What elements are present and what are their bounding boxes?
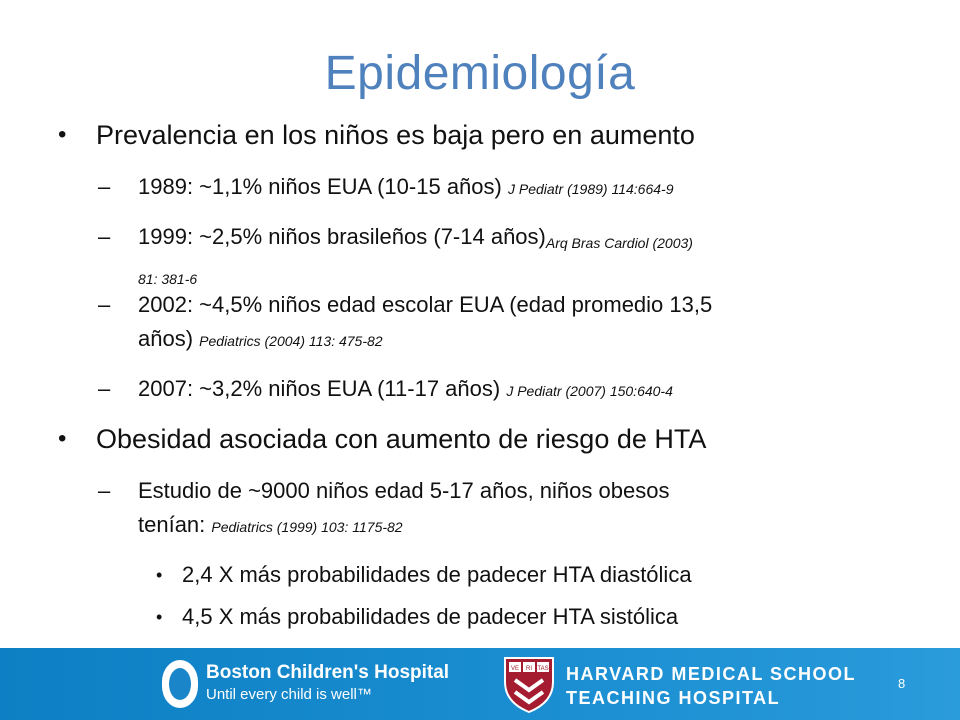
harvard-shield-icon — [503, 656, 555, 714]
sub-item-text-continued: tenían: — [138, 512, 212, 537]
citation: Arq Bras Cardiol (2003) — [545, 235, 693, 251]
sub-item-2002 — [98, 288, 898, 358]
bullet-marker: • — [58, 121, 67, 148]
citation: Pediatrics (1999) 103: 1175-82 — [211, 519, 403, 535]
sub-sub-item-sistolica — [156, 602, 679, 632]
sub-sub-item-text: 4,5 X más probabilidades de padecer HTA sistólica — [182, 604, 679, 629]
sub-item-2007 — [98, 372, 898, 408]
sub-sub-item-text: 2,4 X más probabilidades de padecer HTA diastólica — [182, 562, 692, 587]
sub-item-estudio — [98, 474, 898, 544]
dash-marker: – — [98, 224, 111, 249]
sub-item-text: 2007: ~3,2% niños EUA (11-17 años) — [138, 376, 507, 401]
sub-item-1989 — [98, 170, 898, 206]
sub-item-text: 2002: ~4,5% niños edad escolar EUA (edad promedio 13,5 — [138, 292, 713, 317]
citation: J Pediatr (1989) 114:664-9 — [507, 181, 674, 197]
footer-bar — [0, 648, 960, 720]
sub-item-text: 1999: ~2,5% niños brasileños (7-14 años) — [138, 224, 546, 249]
hospital-name: Boston Children's Hospital — [206, 662, 450, 683]
harvard-line-1: HARVARD MEDICAL SCHOOL — [566, 664, 857, 684]
bullet-marker: • — [156, 607, 163, 627]
bullet-prevalencia — [58, 118, 695, 152]
bullet-marker: • — [58, 425, 67, 452]
sub-item-text: 1989: ~1,1% niños EUA (10-15 años) — [138, 174, 508, 199]
hospital-tagline: Until every child is well™ — [206, 686, 372, 703]
bullet-obesidad — [58, 422, 707, 456]
citation: J Pediatr (2007) 150:640-4 — [506, 383, 673, 399]
sub-sub-item-diastolica — [156, 560, 692, 590]
shield-letters-ri: RI — [526, 666, 532, 672]
citation-continued: 81: 381-6 — [138, 271, 198, 287]
shield-letters-tas: TAS — [537, 666, 549, 672]
harvard-line-2: TEACHING HOSPITAL — [566, 688, 781, 708]
bullet-text: Obesidad asociada con aumento de riesgo de HTA — [96, 424, 707, 454]
slide-title: Epidemiología — [324, 47, 636, 100]
boston-childrens-logo-icon — [162, 660, 198, 708]
dash-marker: – — [98, 376, 111, 401]
sub-item-text-continued: años) — [138, 326, 200, 351]
page-number: 8 — [898, 676, 906, 691]
bullet-marker: • — [156, 565, 163, 585]
citation: Pediatrics (2004) 113: 475-82 — [199, 333, 383, 349]
sub-item-text: Estudio de ~9000 niños edad 5-17 años, niños obesos — [138, 478, 670, 503]
dash-marker: – — [98, 292, 111, 317]
dash-marker: – — [98, 478, 111, 503]
bullet-text: Prevalencia en los niños es baja pero en aumento — [96, 120, 695, 150]
dash-marker: – — [98, 174, 111, 199]
sub-item-1999 — [98, 220, 898, 296]
shield-letters-ve: VE — [510, 666, 520, 672]
